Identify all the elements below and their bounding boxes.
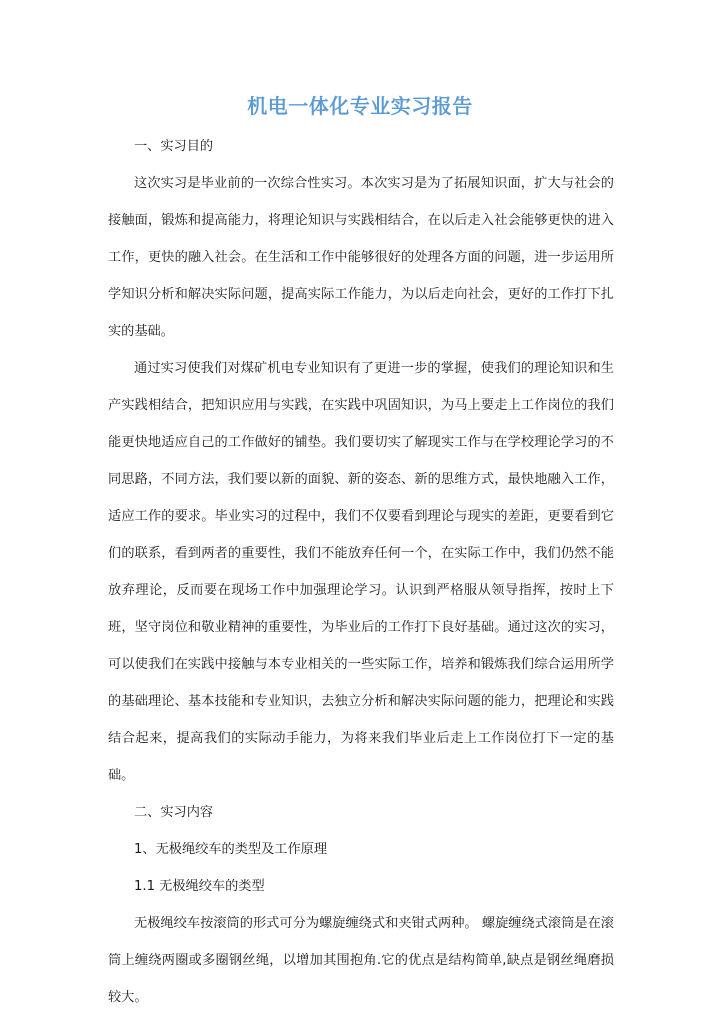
subsection-heading-winch-types: 1.1 无极绳绞车的类型	[134, 879, 265, 894]
subsection-heading-winch: 1、无极绳绞车的类型及工作原理	[134, 842, 328, 857]
paragraph-purpose-detail: 通过实习使我们对煤矿机电专业知识有了更进一步的掌握，使我们的理论知识和生产实践相结合，把知识应用与实践，在实践中巩固知识，为马上要走上工作岗位的我们能更快地适应自己的工作做好的铺垫。我们要切实了解现实工作与在学校理论学习的不同思路，不同方法，我们要以新的面貌、新的姿态、新的思维方式，最快地融入工作，适应工作的要求。毕业实习的过程中，我们不仅要看到理论与现实的差距，更要看到它们的联系，看到两者的重要性，我们不能放弃任何一个，在实际工作中，我们仍然不能放弃理论，反而要在现场工作中加强理论学习。认识到严格服从领导指挥，按时上下班，坚守岗位和敬业精神的重要性，为毕业后的工作打下良好基础。通过这次的实习，可以使我们在实践中接触与本专业相关的一些实际工作，培养和锻炼我们综合运用所学的基础理论、基本技能和专业知识，去独立分析和解决实际问题的能力，把理论和实践结合起来，提高我们的实际动手能力，为将来我们毕业后走上工作岗位打下一定的基础。	[108, 361, 614, 783]
section-heading-content: 二、实习内容	[134, 805, 214, 820]
paragraph-purpose-intro: 这次实习是毕业前的一次综合性实习。本次实习是为了拓展知识面，扩大与社会的接触面，锻炼和提高能力，将理论知识与实践相结合，在以后走入社会能够更快的进入工作，更快的融入社会。在生活和工作中能够很好的处理各方面的问题，进一步运用所学知识分析和解决实际问题，提高实际工作能力，为以后走向社会，更好的工作打下扎实的基础。	[108, 176, 614, 339]
document-body	[108, 128, 614, 1016]
section-heading-purpose: 一、实习目的	[134, 139, 214, 154]
document-title: 机电一体化专业实习报告	[247, 94, 473, 118]
paragraph-winch-types: 无极绳绞车按滚筒的形式可分为螺旋缠绕式和夹钳式两种。 螺旋缠绕式滚筒是在滚筒上缠绕两圈或多圈钢丝绳，以增加其围抱角.它的优点是结构简单,缺点是钢丝绳磨损较大。	[108, 916, 614, 1005]
